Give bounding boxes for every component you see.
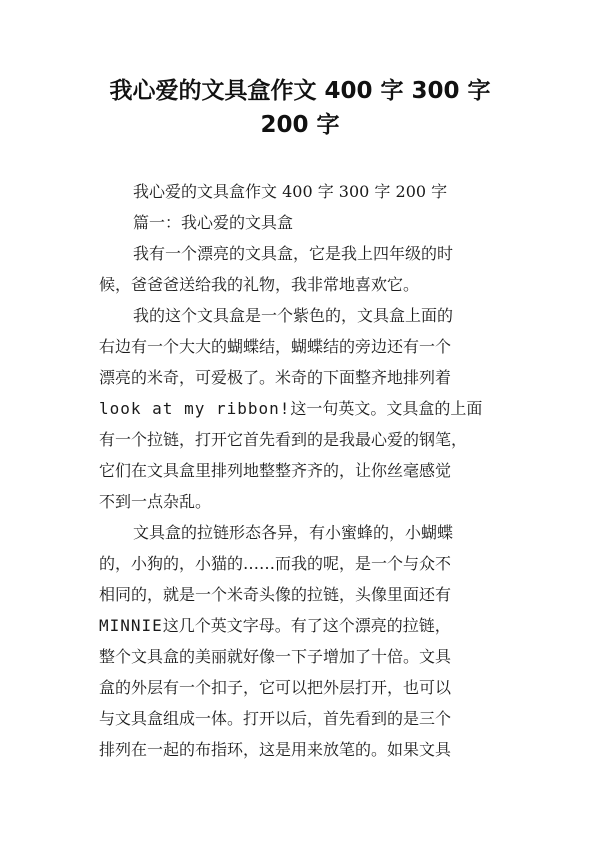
paragraph-line-mixed — [99, 393, 509, 424]
paragraph-line: 它们在文具盒里排列地整整齐齐的，让你丝毫感觉 — [99, 461, 452, 480]
subtitle-line: 我心爱的文具盒作文 400 字 300 字 200 字 — [133, 182, 448, 201]
paragraph-line: 整个文具盒的美丽就好像一下子增加了十倍。文具 — [99, 647, 452, 666]
paragraph-text: 这一句英文。文具盒的上面 — [290, 399, 483, 418]
paragraph-line: 我的这个文具盒是一个紫色的，文具盒上面的 — [133, 306, 454, 325]
english-phrase: look at my ribbon! — [99, 399, 291, 418]
paragraph-line: 相同的，就是一个米奇头像的拉链，头像里面还有 — [99, 585, 452, 604]
english-word: MINNIE — [99, 616, 163, 635]
paragraph-line: 盒的外层有一个扣子，它可以把外层打开，也可以 — [99, 678, 452, 697]
paragraph-line: 候，爸爸爸送给我的礼物，我非常地喜欢它。 — [99, 275, 420, 294]
paragraph-line: 不到一点杂乱。 — [99, 492, 212, 511]
document-body — [99, 176, 509, 765]
paragraph-line: 文具盒的拉链形态各异，有小蜜蜂的，小蝴蝶 — [133, 523, 454, 542]
document-title-line-1: 我心爱的文具盒作文 400 字 300 字 — [109, 78, 491, 104]
paragraph-line: 与文具盒组成一体。打开以后，首先看到的是三个 — [99, 709, 452, 728]
paragraph-line: 漂亮的米奇，可爱极了。米奇的下面整齐地排列着 — [99, 368, 452, 387]
section-heading: 篇一：我心爱的文具盒 — [133, 213, 294, 232]
paragraph-text: 这几个英文字母。有了这个漂亮的拉链， — [162, 616, 451, 635]
paragraph-line-mixed — [99, 610, 509, 641]
paragraph-line: 右边有一个大大的蝴蝶结，蝴蝶结的旁边还有一个 — [99, 337, 452, 356]
paragraph-line: 我有一个漂亮的文具盒，它是我上四年级的时 — [133, 244, 454, 263]
paragraph-line: 的，小狗的，小猫的……而我的呢，是一个与众不 — [99, 554, 452, 573]
paragraph-line: 排列在一起的布指环，这是用来放笔的。如果文具 — [99, 740, 452, 759]
document-title-line-2: 200 字 — [260, 112, 340, 138]
paragraph-line: 有一个拉链，打开它首先看到的是我最心爱的钢笔， — [99, 430, 468, 449]
